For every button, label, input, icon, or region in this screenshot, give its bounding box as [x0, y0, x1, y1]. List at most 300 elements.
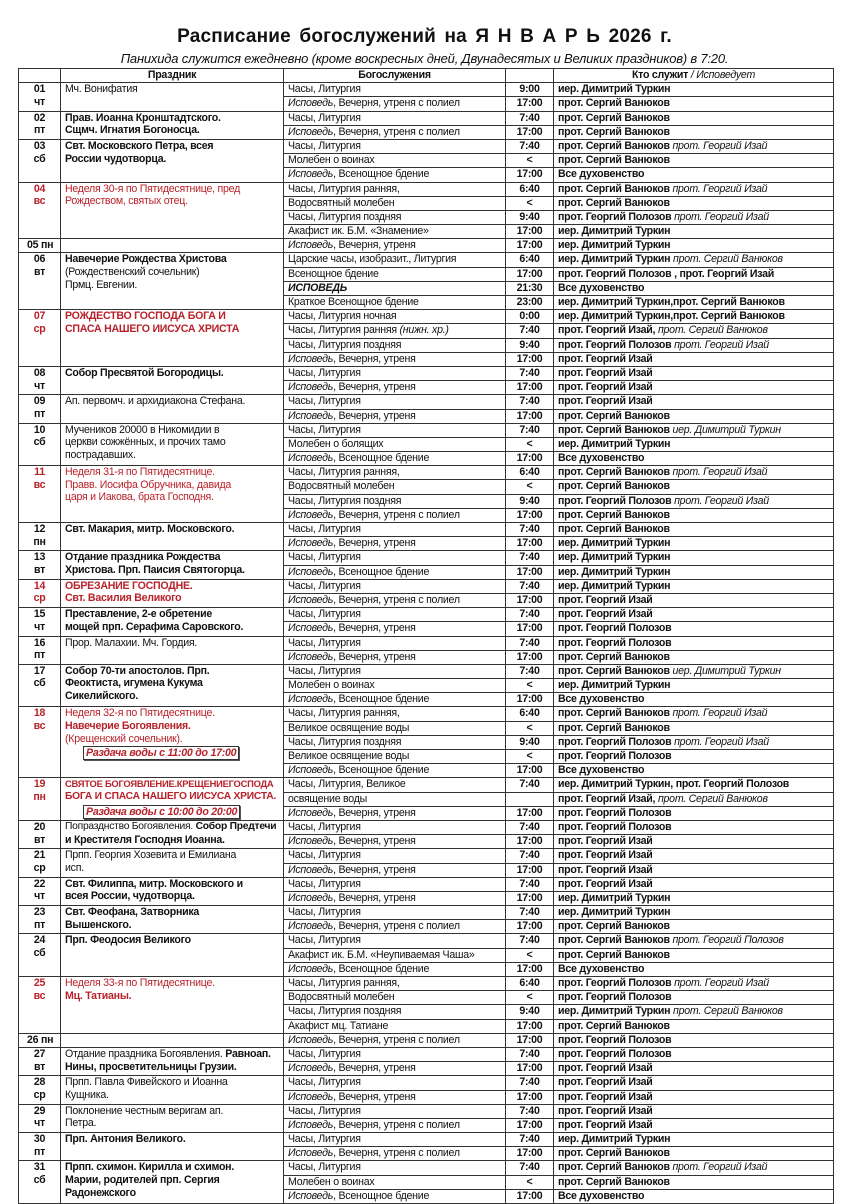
service-cell	[284, 210, 506, 224]
service-name: Водосвятный молебен	[288, 991, 395, 1004]
service-cell	[284, 196, 506, 210]
officiant: прот. Георгий Изай	[558, 352, 653, 365]
feast-line	[65, 733, 279, 746]
day-number: 22	[33, 877, 46, 890]
clergy-cell	[554, 239, 834, 253]
clergy-cell	[554, 863, 834, 877]
feast-text: и Крестителя Господня Иоанна.	[65, 833, 225, 846]
service-cell	[284, 437, 506, 451]
clergy-cell	[554, 1175, 834, 1189]
officiant: иер. Димитрий Туркин	[558, 239, 671, 252]
table-row	[19, 182, 834, 196]
confessor: прот. Георгий Изай	[674, 338, 769, 351]
service-time: 7:40	[506, 1104, 554, 1118]
service-time: 7:40	[506, 523, 554, 537]
day-number: 18	[33, 707, 46, 720]
day-cell	[19, 182, 61, 239]
service-cell	[284, 537, 506, 551]
service-cell	[284, 239, 506, 253]
feast-line	[65, 821, 279, 834]
feast-text: Правв. Иосифа Обручника, давида	[65, 478, 232, 491]
service-time	[506, 792, 554, 806]
service-time: <	[506, 437, 554, 451]
service-cell	[284, 1090, 506, 1104]
confession-label: Исповедь	[288, 891, 334, 904]
feast-text: всея России, чудотворца.	[65, 890, 195, 903]
day-cell	[19, 239, 61, 253]
service-name: Часы, Литургия поздняя	[288, 494, 402, 507]
officiant: иер. Димитрий Туркин	[558, 551, 671, 564]
service-cell	[284, 338, 506, 352]
confession-label: Исповедь	[288, 1118, 334, 1131]
day-cell	[19, 395, 61, 423]
clergy-cell	[554, 523, 834, 537]
service-cell	[284, 267, 506, 281]
service-note: (нижн. хр.)	[399, 324, 449, 337]
day-cell	[19, 934, 61, 977]
service-time: 7:40	[506, 423, 554, 437]
clergy-cell	[554, 764, 834, 778]
officiant: прот. Георгий Полозов	[558, 750, 672, 762]
service-name: , Вечерня, утреня	[333, 1090, 416, 1103]
service-cell	[284, 820, 506, 834]
confession-label: Исповедь	[288, 1033, 334, 1046]
service-cell	[284, 494, 506, 508]
feast-cell	[61, 1133, 284, 1161]
service-name: , Вечерня, утреня с полиел	[333, 97, 460, 110]
day-of-week: сб	[33, 436, 46, 449]
officiant: иер. Димитрий Туркин	[558, 565, 671, 578]
clergy-cell	[554, 452, 834, 466]
service-name: Часы, Литургия	[288, 579, 361, 592]
service-time: 17:00	[506, 1062, 554, 1076]
service-cell	[284, 891, 506, 905]
confession-label: Исповедь	[288, 835, 334, 848]
clergy-cell	[554, 565, 834, 579]
feast-cell	[61, 466, 284, 523]
clergy-cell	[554, 1005, 834, 1019]
feast-line	[65, 479, 279, 492]
service-name: Часы, Литургия	[288, 523, 361, 535]
day-number: 01	[33, 83, 46, 96]
feast-line	[65, 551, 279, 564]
confession-label: Исповедь	[288, 168, 334, 181]
feast-line	[65, 1161, 279, 1174]
feast-text: Мч. Вонифатия	[65, 83, 138, 96]
officiant: иер. Димитрий Туркин	[558, 437, 671, 450]
service-cell	[284, 721, 506, 735]
day-of-week: сб	[33, 677, 46, 690]
officiant: иер. Димитрий Туркин,прот. Сергий Ванюков	[558, 296, 785, 308]
service-cell	[284, 352, 506, 366]
table-row	[19, 310, 834, 324]
feast-line	[65, 580, 279, 593]
officiant: прот. Георгий Полозов	[558, 338, 672, 351]
officiant: прот. Сергий Ванюков	[558, 154, 670, 167]
clergy-cell	[554, 650, 834, 664]
day-cell	[19, 366, 61, 394]
service-name: Всенощное бдение	[288, 267, 379, 280]
clergy-cell	[554, 877, 834, 891]
clergy-cell	[554, 253, 834, 267]
day-number: 28	[33, 1076, 46, 1089]
day-cell	[19, 310, 61, 367]
officiant: иер. Димитрий Туркин,прот. Сергий Ванюков	[558, 310, 785, 323]
feast-cell	[61, 636, 284, 664]
table-row	[19, 977, 834, 991]
service-name: , Вечерня, утреня	[333, 622, 416, 635]
service-time: 7:40	[506, 395, 554, 409]
table-row	[19, 778, 834, 792]
day-number: 15	[33, 608, 46, 621]
table-row	[19, 1161, 834, 1175]
day-number: 17	[33, 664, 46, 677]
service-cell	[284, 593, 506, 607]
day-number: 19	[33, 778, 46, 791]
officiant: прот. Георгий Полозов	[558, 735, 672, 748]
feast-line	[65, 707, 279, 720]
feast-text: Отдание праздника Рождества	[65, 551, 221, 564]
service-name: Молебен о воинах	[288, 679, 375, 692]
service-name: , Вечерня, утреня	[333, 381, 416, 394]
clergy-cell	[554, 1147, 834, 1161]
day-cell	[19, 466, 61, 523]
feast-text: Радонежского	[65, 1186, 136, 1199]
table-row	[19, 1033, 834, 1047]
clergy-cell	[554, 324, 834, 338]
officiant: прот. Георгий Изай	[558, 1062, 653, 1075]
day-number: 27	[33, 1047, 46, 1060]
feast-line	[65, 890, 279, 903]
service-time: 17:00	[506, 352, 554, 366]
service-cell	[284, 806, 506, 820]
feast-text: Прп. Феодосия Великого	[65, 934, 191, 947]
service-time: 9:40	[506, 1005, 554, 1019]
service-cell	[284, 139, 506, 153]
officiant: прот. Сергий Ванюков	[558, 920, 670, 933]
service-name: Акафист мц. Татиане	[288, 1019, 389, 1032]
feast-line	[65, 791, 279, 804]
officiant: прот. Георгий Полозов	[558, 1033, 672, 1046]
day-cell	[19, 579, 61, 607]
feast-line	[65, 778, 279, 791]
service-cell	[284, 693, 506, 707]
service-time: 6:40	[506, 253, 554, 267]
officiant: прот. Сергий Ванюков	[558, 423, 670, 436]
clergy-cell	[554, 636, 834, 650]
service-time: 17:00	[506, 381, 554, 395]
service-cell	[284, 778, 506, 792]
day-number: 12	[33, 523, 46, 535]
service-cell	[284, 551, 506, 565]
service-time: <	[506, 480, 554, 494]
feast-text: Рождеством, святых отец.	[65, 195, 188, 208]
officiant: прот. Сергий Ванюков	[558, 664, 670, 677]
service-name: , Вечерня, утреня	[333, 650, 416, 663]
officiant: Все духовенство	[558, 452, 645, 465]
feast-text: Прор. Малахии. Мч. Гордия.	[65, 636, 198, 649]
clergy-cell	[554, 593, 834, 607]
officiant: прот. Сергий Ванюков	[558, 934, 670, 947]
service-cell	[284, 835, 506, 849]
feast-text: Собор 70-ти апостолов. Прп.	[65, 664, 210, 677]
service-time: 7:40	[506, 579, 554, 593]
day-number: 31	[33, 1161, 46, 1174]
clergy-cell	[554, 366, 834, 380]
header-feast: Праздник	[61, 69, 284, 83]
day-cell	[19, 820, 61, 848]
feast-line	[65, 906, 279, 919]
service-name: Часы, Литургия	[288, 139, 361, 152]
officiant: иер. Димитрий Туркин	[558, 225, 671, 238]
day-of-week: чт	[34, 1117, 45, 1130]
officiant: прот. Георгий Изай	[558, 381, 653, 394]
officiant: прот. Георгий Изай,	[558, 792, 656, 805]
service-time: 17:00	[506, 806, 554, 820]
service-time: 7:40	[506, 1076, 554, 1090]
day-of-week: чт	[34, 95, 45, 108]
service-cell	[284, 792, 506, 806]
confessor: прот. Георгий Изай	[674, 977, 769, 989]
service-name: , Вечерня, утреня	[333, 835, 416, 848]
service-name: , Всенощное бдение	[333, 168, 430, 181]
feast-text: СПАСА НАШЕГО ИИСУСА ХРИСТА	[65, 322, 240, 335]
service-name: Часы, Литургия	[288, 395, 361, 408]
confessor: прот. Сергий Ванюков	[673, 1005, 783, 1018]
clergy-cell	[554, 579, 834, 593]
service-time: <	[506, 154, 554, 168]
service-name: , Вечерня, утреня с полиел	[333, 1033, 460, 1046]
feast-line	[65, 395, 279, 408]
service-cell	[284, 154, 506, 168]
service-time: 17:00	[506, 1033, 554, 1047]
service-time: 17:00	[506, 1189, 554, 1203]
service-cell	[284, 1005, 506, 1019]
service-time: 17:00	[506, 863, 554, 877]
feast-cell	[61, 551, 284, 579]
service-name: , Вечерня, утреня	[333, 806, 416, 819]
confessor: прот. Георгий Изай	[672, 182, 768, 195]
clergy-cell	[554, 139, 834, 153]
feast-cell	[61, 934, 284, 977]
service-name: Часы, Литургия	[288, 820, 361, 833]
day-of-week: ср	[33, 1088, 46, 1101]
confessor: прот. Георгий Изай	[674, 494, 769, 507]
confession-label: Исповедь	[288, 125, 334, 138]
clergy-cell	[554, 721, 834, 735]
service-name: Часы, Литургия	[288, 423, 361, 436]
confessor: прот. Сергий Ванюков	[673, 253, 783, 266]
service-time: <	[506, 750, 554, 764]
day-of-week: вт	[33, 833, 46, 846]
service-name: Молебен о болящих	[288, 437, 384, 450]
clergy-cell	[554, 310, 834, 324]
feast-text: Собор Пресвятой Богородицы.	[65, 366, 224, 379]
table-row	[19, 366, 834, 380]
service-name: Часы, Литургия поздняя	[288, 338, 402, 351]
clergy-cell	[554, 679, 834, 693]
feast-text: Ап. первомч. и архидиакона Стефана.	[65, 395, 246, 408]
service-name: Часы, Литургия	[288, 1047, 361, 1060]
feast-line	[65, 621, 279, 634]
service-time: 17:00	[506, 764, 554, 778]
officiant: прот. Сергий Ванюков	[558, 125, 670, 138]
clergy-cell	[554, 1062, 834, 1076]
water-distribution-note: Раздача воды с 11:00 до 17:00	[83, 746, 239, 760]
table-row	[19, 820, 834, 834]
service-cell	[284, 225, 506, 239]
service-name: Акафист ик. Б.М. «Неупиваемая Чаша»	[288, 948, 475, 961]
service-name: , Вечерня, утреня с полиел	[333, 125, 460, 138]
clergy-cell	[554, 622, 834, 636]
service-time: 17:00	[506, 225, 554, 239]
service-time: 21:30	[506, 281, 554, 295]
service-name: Часы, Литургия	[288, 934, 361, 947]
clergy-cell	[554, 168, 834, 182]
header-sep: /	[688, 69, 697, 81]
day-number: 09	[33, 395, 46, 408]
clergy-cell	[554, 466, 834, 480]
feast-text: Попразднство Богоявления.	[65, 820, 196, 832]
service-name: Великое освящение воды	[288, 721, 410, 734]
feast-line	[65, 266, 279, 279]
service-time: 9:40	[506, 210, 554, 224]
day-of-week: сб	[33, 947, 46, 960]
service-name: , Вечерня, утреня	[333, 1062, 416, 1075]
service-cell	[284, 1076, 506, 1090]
feast-line	[65, 677, 279, 690]
day-cell	[19, 664, 61, 707]
confession-label: ИСПОВЕДЬ	[288, 281, 347, 294]
feast-cell	[61, 253, 284, 310]
service-cell	[284, 977, 506, 991]
clergy-cell	[554, 991, 834, 1005]
officiant: прот. Сергий Ванюков	[558, 139, 670, 152]
service-time: 7:40	[506, 820, 554, 834]
service-name: , Вечерня, утреня с полиел	[333, 593, 460, 606]
service-time: <	[506, 948, 554, 962]
feast-text: исп.	[65, 861, 84, 874]
service-time: 7:40	[506, 608, 554, 622]
officiant: иер. Димитрий Туркин	[558, 253, 671, 266]
service-name: , Вечерня, утреня	[333, 863, 416, 876]
service-time: 7:40	[506, 1133, 554, 1147]
feast-text: России чудотворца.	[65, 152, 167, 165]
officiant: прот. Георгий Полозов	[558, 210, 672, 223]
service-time: 17:00	[506, 1147, 554, 1161]
clergy-cell	[554, 83, 834, 97]
feast-text: Прав. Иоанна Кронштадтского.	[65, 111, 221, 124]
service-time: 7:40	[506, 139, 554, 153]
service-cell	[284, 452, 506, 466]
table-row	[19, 239, 834, 253]
service-cell	[284, 423, 506, 437]
feast-cell	[61, 608, 284, 636]
service-cell	[284, 991, 506, 1005]
clergy-cell	[554, 437, 834, 451]
service-time: 17:00	[506, 565, 554, 579]
officiant: прот. Георгий Изай	[558, 1104, 653, 1117]
service-name: Великое освящение воды	[288, 750, 410, 762]
officiant: прот. Сергий Ванюков	[558, 196, 670, 209]
clergy-cell	[554, 196, 834, 210]
feast-line	[65, 367, 279, 380]
officiant: иер. Димитрий Туркин	[558, 537, 671, 550]
officiant: прот. Георгий Полозов	[558, 977, 672, 989]
table-row	[19, 849, 834, 863]
confessor: иер. Димитрий Туркин	[672, 664, 781, 677]
feast-cell	[61, 139, 284, 182]
day-cell	[19, 877, 61, 905]
service-time: 17:00	[506, 835, 554, 849]
day-number: 25	[33, 977, 46, 989]
officiant: прот. Сергий Ванюков	[558, 111, 670, 124]
day-of-week: пт	[33, 407, 46, 420]
service-name: Молебен о воинах	[288, 154, 375, 167]
clergy-cell	[554, 97, 834, 111]
table-row	[19, 139, 834, 153]
service-name: Часы, Литургия, Великое	[288, 778, 406, 791]
service-name: , Всенощное бдение	[333, 565, 430, 578]
service-time: 7:40	[506, 778, 554, 792]
confessor: прот. Георгий Изай	[672, 1161, 768, 1174]
feast-line	[65, 140, 279, 153]
feast-text: Свт. Феофана, Затворника	[65, 906, 200, 919]
clergy-cell	[554, 1047, 834, 1061]
day-of-week: сб	[33, 1174, 46, 1187]
service-cell	[284, 849, 506, 863]
clergy-cell	[554, 182, 834, 196]
feast-text: Христова. Прп. Паисия Святогорца.	[65, 563, 245, 576]
feast-cell	[61, 877, 284, 905]
table-row	[19, 253, 834, 267]
service-time: 7:40	[506, 934, 554, 948]
day-of-week: пт	[33, 124, 46, 137]
day-number: 10	[33, 423, 46, 436]
officiant: Все духовенство	[558, 168, 645, 181]
confessor: прот. Георгий Изай	[672, 139, 768, 152]
service-name: Акафист ик. Б.М. «Знамение»	[288, 225, 429, 238]
service-time: <	[506, 1175, 554, 1189]
day-of-week: вс	[33, 195, 46, 208]
feast-line	[65, 934, 279, 947]
service-name: Часы, Литургия	[288, 111, 361, 124]
service-cell	[284, 920, 506, 934]
service-name: Часы, Литургия	[288, 608, 361, 621]
service-time: <	[506, 679, 554, 693]
feast-line	[65, 323, 279, 336]
officiant: Все духовенство	[558, 693, 645, 706]
clergy-cell	[554, 608, 834, 622]
clergy-cell	[554, 338, 834, 352]
feast-text: БОГА И СПАСА НАШЕГО ИИСУСА ХРИСТА.	[65, 790, 277, 802]
feast-text: (Рождественский сочельник)	[65, 266, 200, 279]
officiant: прот. Сергий Ванюков	[558, 480, 670, 493]
feast-text: Прмц. Евгении.	[65, 278, 138, 291]
day-of-week: чт	[34, 620, 45, 633]
header-clergy	[554, 69, 834, 83]
day-number: 26 пн	[27, 1033, 54, 1046]
officiant: иер. Димитрий Туркин, прот. Георгий Полозов	[558, 778, 790, 791]
clergy-cell	[554, 267, 834, 281]
service-cell	[284, 1019, 506, 1033]
officiant: прот. Георгий Изай	[558, 593, 653, 606]
feast-line	[65, 1089, 279, 1102]
feast-line	[65, 665, 279, 678]
officiant: прот. Сергий Ванюков	[558, 97, 670, 110]
schedule-body	[19, 83, 834, 1204]
feast-cell	[61, 849, 284, 877]
